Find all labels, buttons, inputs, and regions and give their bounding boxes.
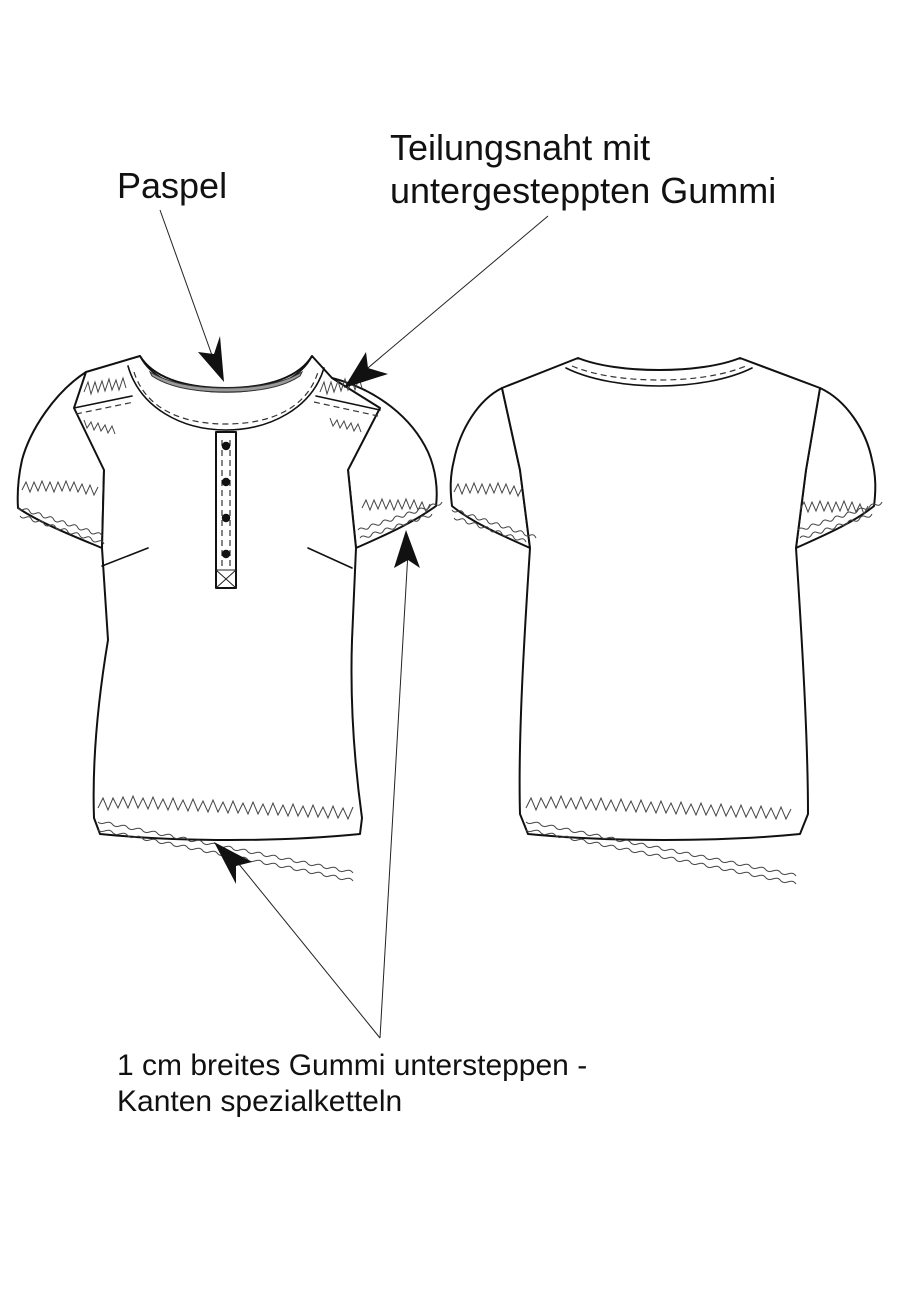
label-teilungsnaht-line1: Teilungsnaht mit [390,127,651,168]
label-gummi-line1: 1 cm breites Gummi untersteppen - [117,1049,588,1082]
placket-button-1 [222,442,230,450]
label-paspel: Paspel [117,165,228,206]
placket-button-3 [222,514,230,522]
label-teilungsnaht [390,127,777,216]
placket-button-2 [222,478,230,486]
label-gummi-line2: Kanten spezialketteln [117,1085,403,1118]
teilungsnaht-leader-line [356,216,548,378]
front-view-shirt [18,356,442,881]
paspel-arrowhead [198,336,224,382]
back-body [502,358,820,840]
gummi-leader-line-hem [234,858,380,1038]
label-teilungsnaht-line2: untergesteppten Gummi [390,170,777,211]
front-body [74,356,380,840]
label-gummi [117,1048,587,1120]
gummi-leader-line-sleeve [380,552,408,1038]
paspel-leader-line [160,210,218,372]
teilungsnaht-arrowhead [344,352,388,388]
back-view-shirt [451,358,882,884]
placket-button-4 [222,550,230,558]
front-button-placket [216,432,236,588]
